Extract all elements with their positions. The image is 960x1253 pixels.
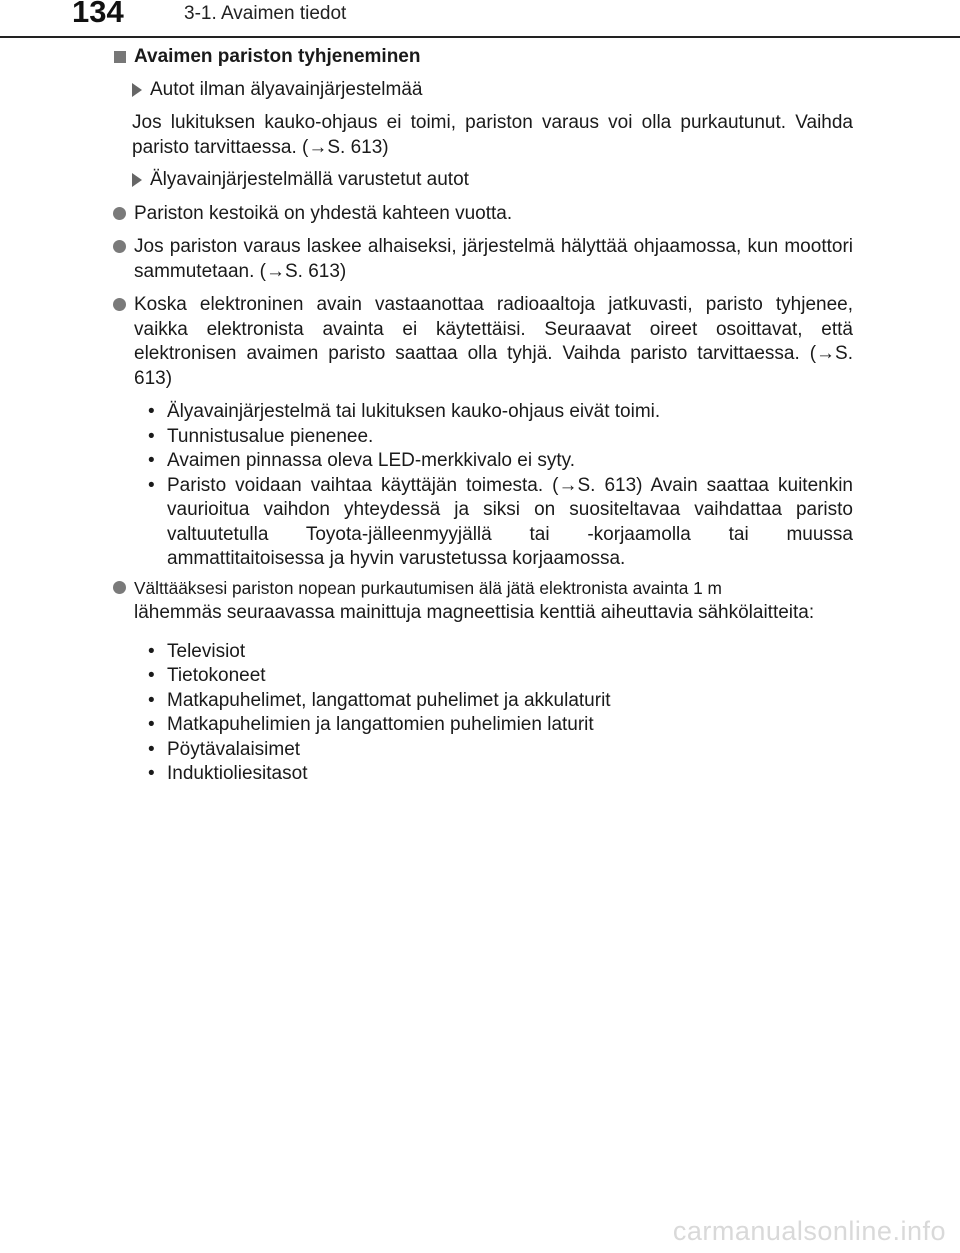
dot-list-item: Jos pariston varaus laskee alhaiseksi, järjestelmä hälyttää ohjaamossa, kun moottori sammutetaan. (→S. 613) bbox=[113, 235, 853, 284]
dot-list-item: Pariston kestoikä on yhdestä kahteen vuotta. bbox=[113, 202, 853, 227]
page-content bbox=[113, 45, 853, 787]
device-item: • Induktioliesitasot bbox=[148, 763, 308, 784]
device-item: • Matkapuhelimien ja langattomien puhelimien laturit bbox=[148, 714, 594, 735]
subsection-heading-no-smart-key bbox=[113, 78, 853, 103]
circle-bullet-icon bbox=[113, 298, 126, 311]
device-item: • Pöytävalaisimet bbox=[148, 738, 301, 760]
header-rule bbox=[0, 36, 960, 38]
symptom-item: • Paristo voidaan vaihtaa käyttäjän toimesta. (→S. 613) Avain saattaa kuitenkin vaurioitua vaihdon yhteydessä ja siksi on suositeltavaa vaihdattaa paristo valtuutetulla Toyota-jälleenmyyjällä tai -korjaamolla tai muussa ammattitaitoisessa ja hyvin varustetussa korjaamossa. bbox=[148, 474, 853, 569]
dot-list-item-warning bbox=[113, 576, 853, 626]
circle-bullet-icon bbox=[113, 207, 126, 220]
square-bullet-icon bbox=[114, 51, 126, 63]
symptom-item: • Älyavainjärjestelmä tai lukituksen kauko-ohjaus eivät toimi. bbox=[148, 401, 661, 422]
section-title-text: Avaimen pariston tyhjeneminen bbox=[134, 46, 421, 67]
circle-bullet-icon bbox=[113, 240, 126, 253]
subsection-heading-smart-key bbox=[113, 168, 853, 193]
watermark: carmanualsonline.info bbox=[672, 1216, 946, 1246]
paragraph: Jos lukituksen kauko-ohjaus ei toimi, pariston varaus voi olla purkautunut. Vaihda paristo tarvittaessa. (→S. 613) bbox=[132, 112, 853, 158]
subsection-title: Älyavainjärjestelmällä varustetut autot bbox=[150, 169, 469, 190]
section-heading bbox=[113, 45, 853, 70]
triangle-arrow-icon bbox=[132, 83, 142, 97]
page-header bbox=[0, 0, 960, 40]
device-list bbox=[145, 640, 853, 787]
device-item: • Televisiot bbox=[148, 640, 246, 662]
circle-bullet-icon bbox=[113, 581, 126, 594]
device-item: • Tietokoneet bbox=[148, 665, 266, 686]
symptom-item: • Avaimen pinnassa oleva LED-merkkivalo ei syty. bbox=[148, 450, 575, 471]
device-item: • Matkapuhelimet, langattomat puhelimet ja akkulaturit bbox=[148, 689, 611, 711]
subsection-title: Autot ilman älyavainjärjestelmää bbox=[150, 78, 423, 100]
symptom-list bbox=[145, 400, 853, 572]
page-number: 134 bbox=[72, 0, 124, 29]
triangle-arrow-icon bbox=[132, 173, 142, 187]
symptom-item: • Tunnistusalue pienenee. bbox=[148, 425, 374, 447]
warning-rest: lähemmäs seuraavassa mainittuja magneettisia kenttiä aiheuttavia sähkölaitteita: bbox=[134, 602, 815, 623]
dot-list-item: Koska elektroninen avain vastaanottaa radioaaltoja jatkuvasti, paristo tyhjenee, vaikka elektronista avainta ei käytettäisi. Seuraavat oireet osoittavat, että elektronisen avaimen paristo saattaa olla tyhjä. Vaihda paristo tarvittaessa. (→S. 613) bbox=[113, 293, 853, 391]
warning-lead: Välttääksesi pariston nopean purkautumisen älä jätä elektronista avainta 1 m bbox=[134, 577, 722, 598]
chapter-title: 3-1. Avaimen tiedot bbox=[184, 3, 347, 24]
